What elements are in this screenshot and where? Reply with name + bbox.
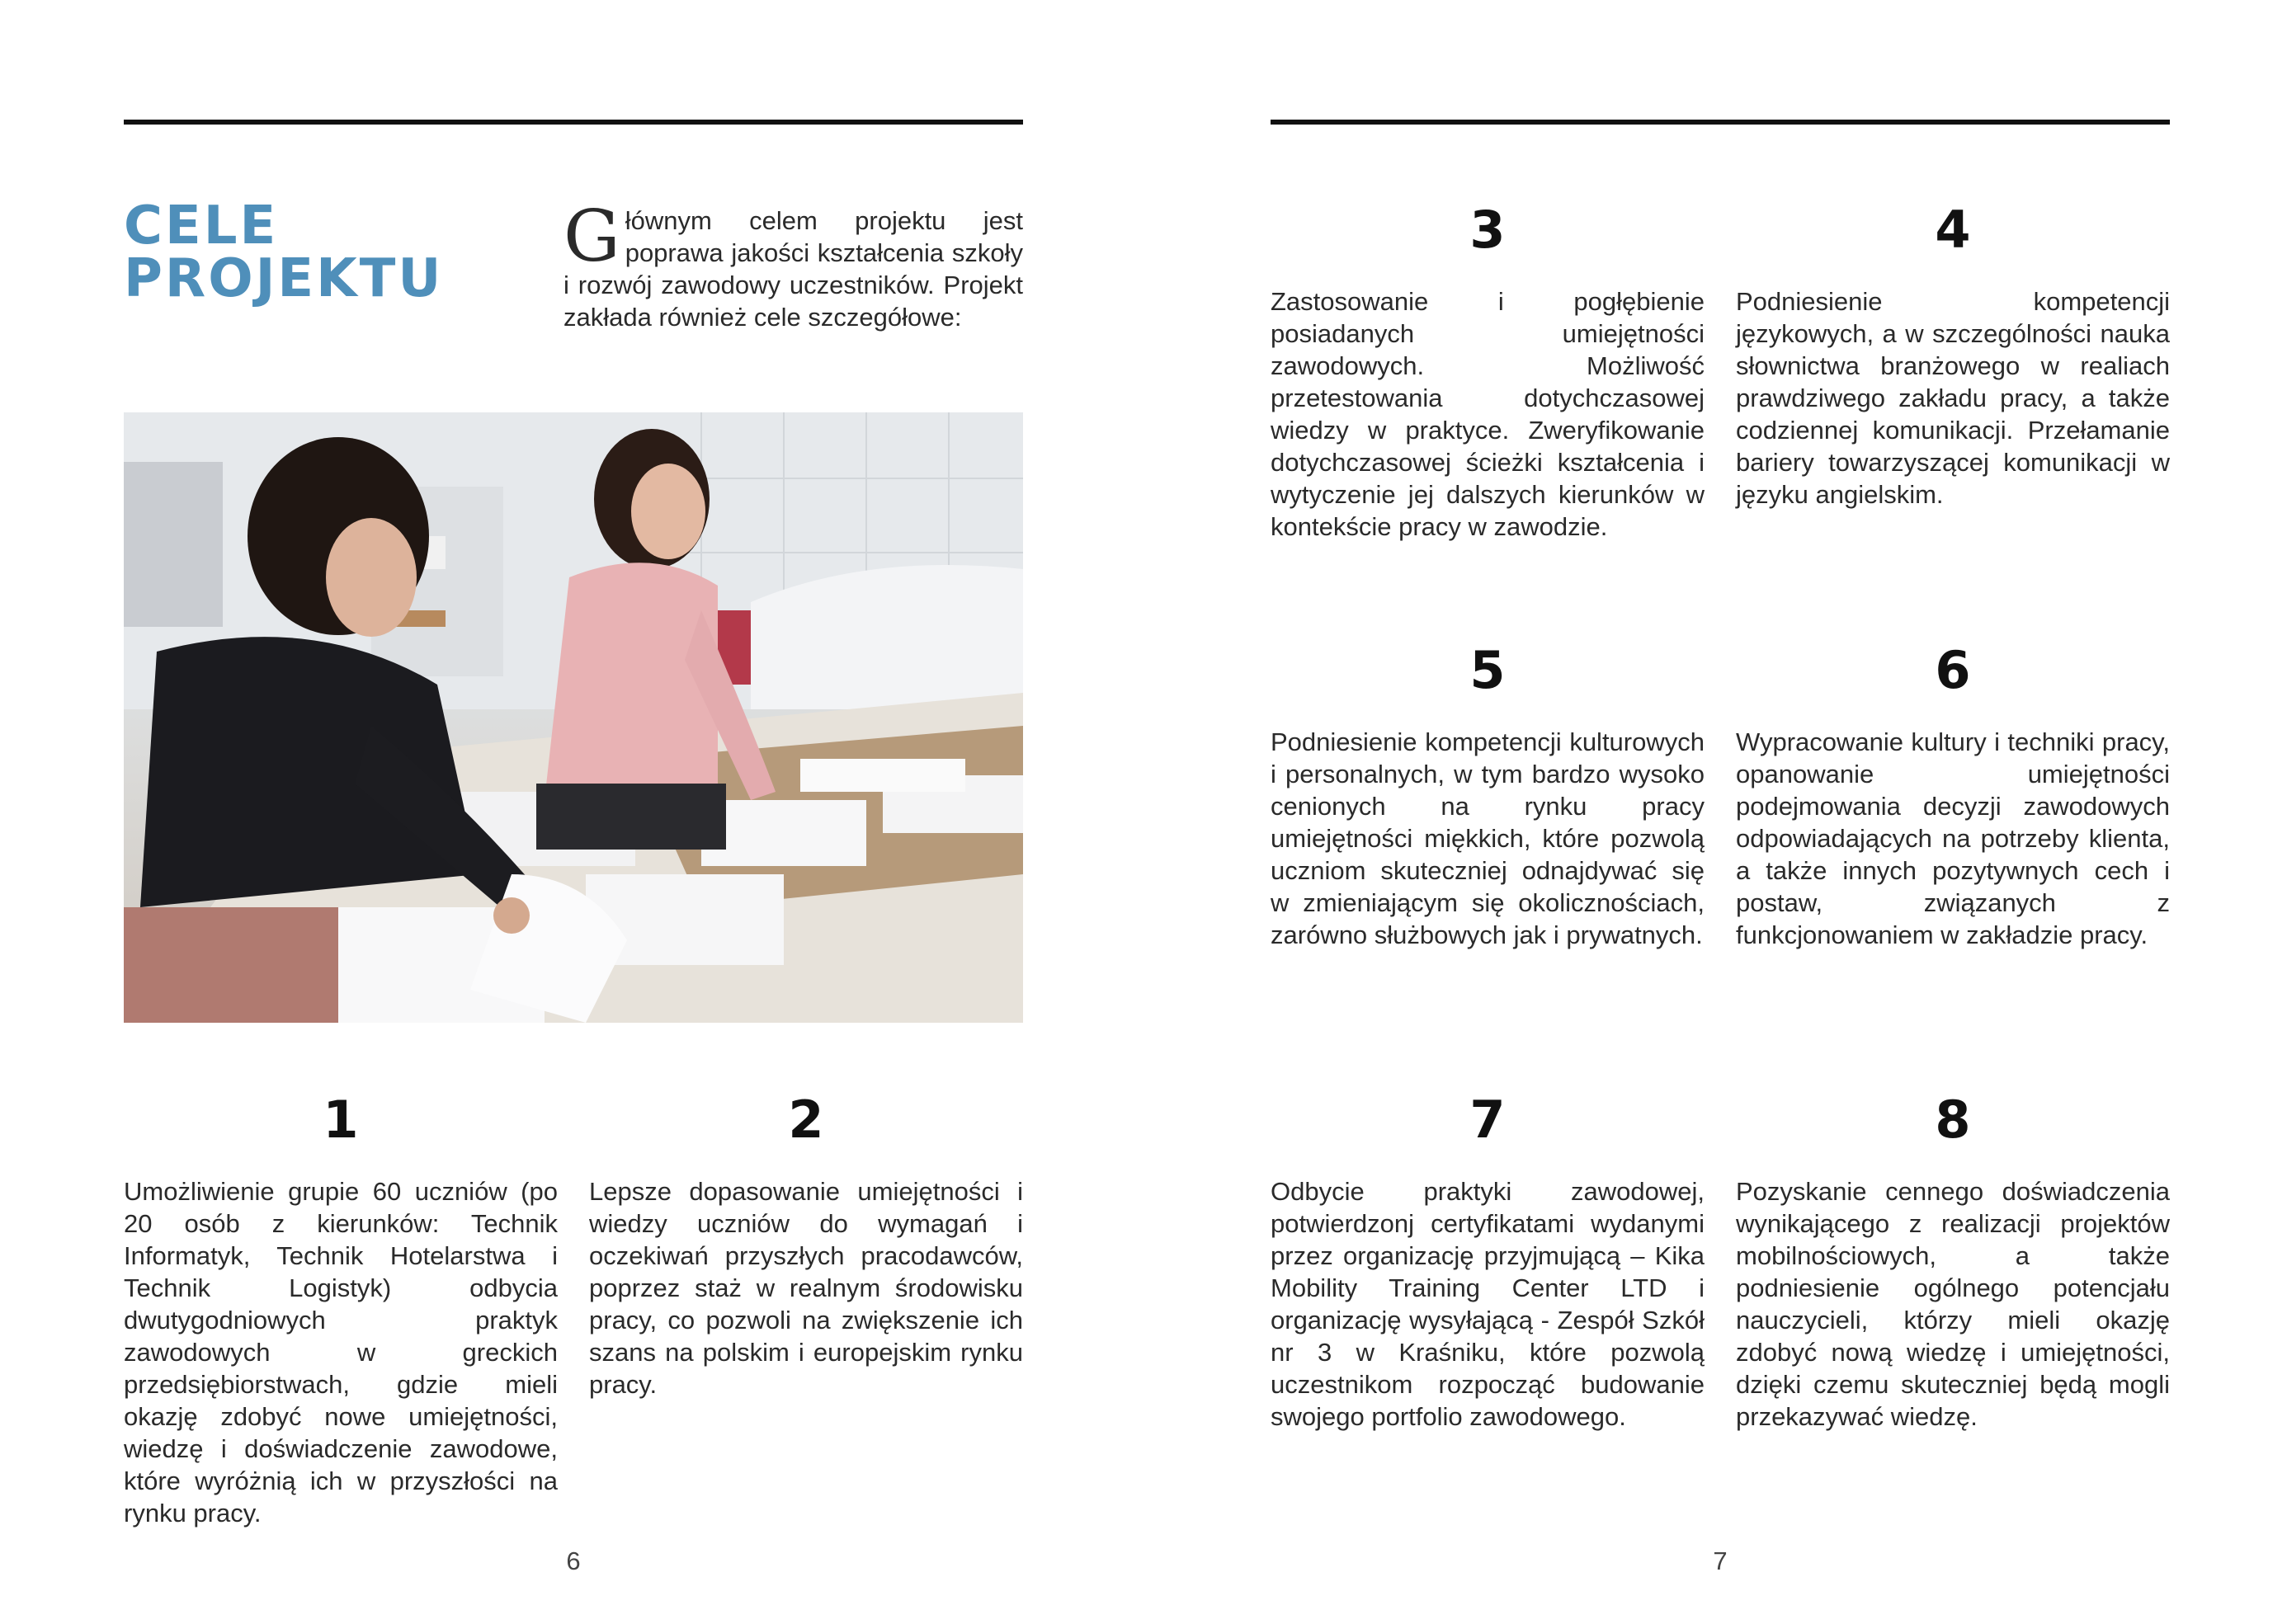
item-text-1: Umożliwienie grupie 60 uczniów (po 20 osób z kierunków: Technik Informatyk, Technik Hotelarstwa i Technik Logistyk) odbycia dwutygodniowych praktyk zawodowych w greckich przedsiębiorstwach, gdzie mieli okazję zdobyć nowe umiejętności, wiedzę i doświadczenie zawodowe, które wyróżnią ich w przyszłości na rynku pracy. (124, 1177, 558, 1528)
item-number-7: 7 (1469, 1090, 1506, 1150)
item-text-6: Wypracowanie kultury i techniki pracy, opanowanie umiejętności podejmowania decyzji zawodowych odpowiadających na potrzeby klienta, a także innych pozytywnych cech i postaw, związanych z funkcjonowaniem w zakładzie pracy. (1736, 727, 2170, 949)
item-text-5: Podniesienie kompetencji kulturowych i personalnych, w tym bardzo wysoko cenionych na rynku pracy umiejętności miękkich, które pozwolą uczniom skuteczniej odnajdywać się w zmieniającym się okolicznościach, zarówno służbowych jak i prywatnych. (1271, 727, 1705, 949)
item-number-6: 6 (1935, 640, 1971, 700)
intro-dropcap: G (563, 195, 620, 278)
page-title (124, 195, 444, 309)
item-text-7: Odbycie praktyki zawodowej, potwierdzonj certyfikatami wydanymi przez organizację przyjmującą – Kika Mobility Training Center LTD i organizację wysyłającą - Zespół Szkół nr 3 w Kraśniku, które pozwolą uczestnikom rozpocząć budowanie swojego portfolio zawodowego. (1271, 1177, 1705, 1431)
item-text-3: Zastosowanie i pogłębienie posiadanych umiejętności zawodowych. Możliwość przetestowania dotychczasowej wiedzy w praktyce. Zweryfikowanie dotychczasowej ścieżki kształcenia i wytyczenie jej dalszych kierunków w kontekście pracy w zawodzie. (1271, 287, 1705, 541)
item-number-3: 3 (1469, 200, 1506, 260)
left-top-rule (124, 120, 1023, 125)
photo-students-folding-linen (124, 412, 1023, 1023)
item-text-2: Lepsze dopasowanie umiejętności i wiedzy uczniów do wymagań i oczekiwań przyszłych pracodawców, poprzez staż w realnym środowisku pracy, co pozwoli na zwiększenie ich szans na polskim i europejskim rynku pracy. (589, 1177, 1023, 1399)
right-top-rule (1271, 120, 2170, 125)
intro-paragraph (563, 195, 1023, 333)
item-text-4: Podniesienie kompetencji językowych, a w szczególności nauka słownictwa branżowego w realiach prawdziwego zakładu pracy, a także codziennej komunikacji. Przełamanie bariery towarzyszącej komunikacji w języku angielskim. (1736, 287, 2170, 509)
photo-illustration (124, 412, 1023, 1023)
item-number-1: 1 (323, 1090, 359, 1150)
item-number-5: 5 (1469, 640, 1506, 700)
item-number-2: 2 (788, 1090, 824, 1150)
title-line-1: CELE (124, 195, 279, 257)
item-number-4: 4 (1935, 200, 1971, 260)
page-number-right: 7 (1713, 1546, 1728, 1575)
item-number-8: 8 (1935, 1090, 1971, 1150)
item-text-8: Pozyskanie cennego doświadczenia wynikającego z realizacji projektów mobilnościowych, a także podniesienie ogólnego potencjału nauczycieli, którzy mieli okazję zdobyć nową wiedzę i umiejętności, dzięki czemu skuteczniej będą mogli przekazywać wiedzę. (1736, 1177, 2170, 1431)
title-line-2: PROJEKTU (124, 248, 444, 309)
page-number-left: 6 (566, 1546, 581, 1575)
intro-text: łównym celem projektu jest poprawa jakości kształcenia szkoły i rozwój zawodowy uczestników. Projekt zakłada również cele szczegółowe: (563, 206, 1023, 332)
